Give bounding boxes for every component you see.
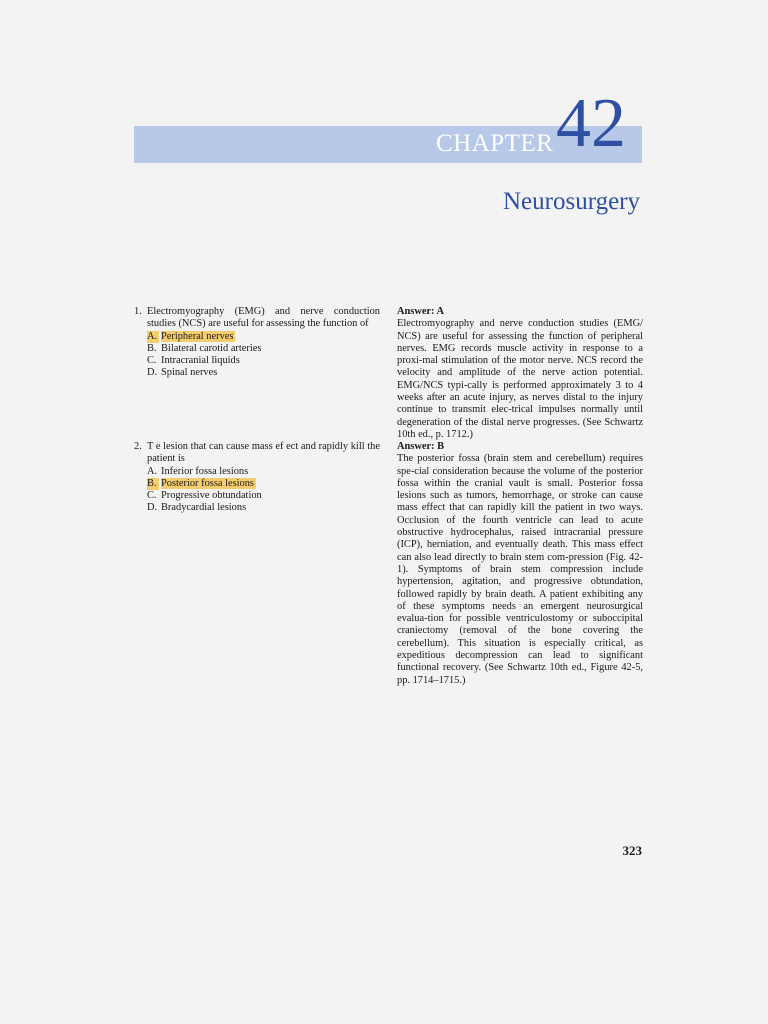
option-a [147,466,380,478]
question-1 [134,306,380,380]
option-letter: C. [147,355,157,367]
question-2 [134,441,380,515]
option-text: Spinal nerves [161,367,218,379]
page-number: 323 [622,843,642,858]
option-text: Inferior fossa lesions [161,465,249,477]
option-d [147,502,380,514]
option-d [147,367,380,379]
answer-explanation: The posterior fossa (brain stem and cerebellum) requires spe-cial consideration because the volume of the posterior fossa within the cranial vault is small. Posterior fossa lesions such as tumors, hemorrhage, or stroke can cause mass effect that can rapidly kill the patient in two ways. Occlusion of the fourth ventricle can lead to acute obstructive hydrocephalus, raised intracranial pressure (ICP), herniation, and eventually death. This mass effect can also lead directly to brain stem com-pression (Fig. 42-1). Symptoms of brain stem compression include hypertension, agitation, and progressive obtundation, followed rapidly by brain death. A patient exhibiting any of these symptoms needs an emergent neurosurgical evalua-tion for possible ventriculostomy or suboccipital craniectomy (removal of the bone covering the cerebellum). This situation is especially critical, as expeditious decompression can lead to significant functional recovery. (See Schwartz 10th ed., Figure 42-5, pp. 1714–1715.) [397,453,643,686]
option-letter: A. [147,330,158,342]
option-letter: A. [147,465,158,477]
option-text-highlighted: Posterior fossa lesions [161,477,254,489]
option-c [147,490,380,502]
option-b [147,478,380,490]
option-letter: B. [147,478,159,490]
option-b [147,343,380,355]
option-c [147,355,380,367]
option-letter: D. [147,502,158,514]
option-text: Progressive obtundation [161,490,262,502]
question-number: 1. [134,306,142,317]
answer-explanation: Electromyography and nerve conduction studies (EMG/ NCS) are useful for assessing the function of peripheral nerves. EMG records muscle activity in response to a proxi-mal stimulation of the motor nerve. NCS record the velocity and amplitude of the nerve action potential. EMG/NCS typi-cally is performed approximately 3 to 4 weeks after an acute injury, as nerves distal to the injury continue to transmit elec-trical impulses normally until degeneration of the distal nerve progresses. (See Schwartz 10th ed., p. 1712.) [397,318,643,440]
option-letter: B. [147,342,157,354]
chapter-title: Neurosurgery [503,188,640,215]
option-letter: C. [147,490,157,502]
question-number: 2. [134,441,142,452]
question-stem: T e lesion that can cause mass ef ect and rapidly kill the patient is [147,441,380,465]
answer-2 [397,441,643,687]
answer-label: Answer: B [397,441,445,452]
option-text-highlighted: Peripheral nerves [161,330,234,342]
option-text: Intracranial liquids [161,355,240,367]
chapter-number: 42 [556,85,626,162]
question-stem: Electromyography (EMG) and nerve conduction studies (NCS) are useful for assessing the function of [147,306,380,330]
option-letter: D. [147,367,158,379]
answer-1 [397,306,643,441]
option-text: Bilateral carotid arteries [161,342,262,354]
option-text: Bradycardial lesions [161,502,247,514]
answer-label: Answer: A [397,306,445,317]
option-a [147,331,380,343]
chapter-label: CHAPTER [436,130,554,157]
